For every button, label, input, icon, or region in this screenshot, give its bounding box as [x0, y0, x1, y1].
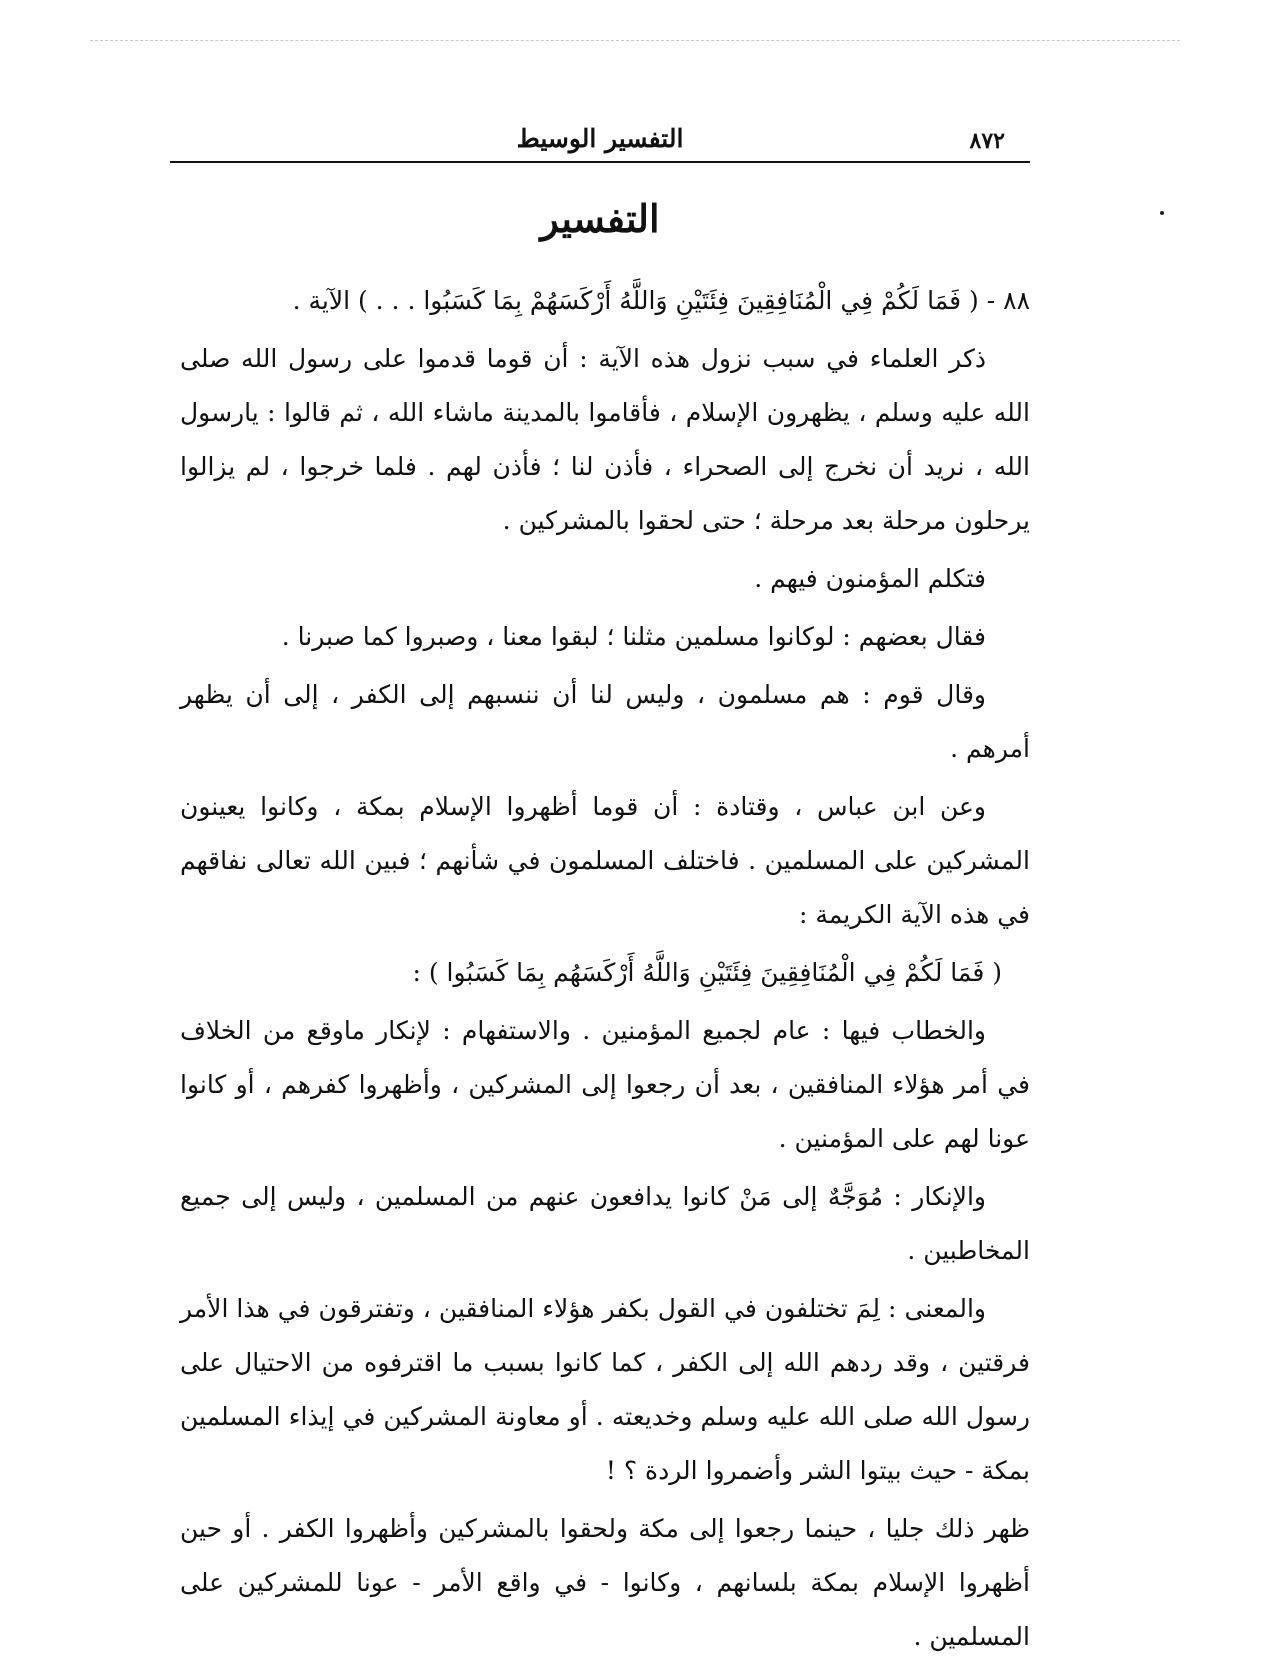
verse-quote: ( فَمَا لَكُمْ فِي الْمُنَافِقِينَ فِئَتَيْنِ وَاللَّهُ أَرْكَسَهُم بِمَا كَسَبُوا ) : — [412, 958, 1002, 987]
header-rule — [170, 161, 1030, 163]
scan-edge-artifact — [90, 40, 1180, 41]
verse-heading: ٨٨ - ( فَمَا لَكُمْ فِي الْمُنَافِقِينَ فِئَتَيْنِ وَاللَّهُ أَرْكَسَهُمْ بِمَا كَسَبُوا . . . ) الآية . — [292, 286, 1030, 315]
paragraph-believers-discussed: فتكلم المؤمنون فيهم . — [754, 564, 986, 593]
scan-speck — [1160, 211, 1164, 215]
page-header — [170, 118, 1030, 162]
body-text — [180, 274, 1030, 1668]
paragraph-first-opinion: فقال بعضهم : لوكانوا مسلمين مثلنا ؛ لبقوا معنا ، وصبروا كما صبرنا . — [281, 622, 986, 651]
paragraph-second-opinion: وقال قوم : هم مسلمون ، وليس لنا أن ننسبهم إلى الكفر ، إلى أن يظهر أمرهم . — [180, 680, 1030, 763]
paragraph-address: والخطاب فيها : عام لجميع المؤمنين . والاستفهام : لإنكار ماوقع من الخلاف في أمر هؤلاء المنافقين ، بعد أن رجعوا إلى المشركين ، وأظهروا كفرهم ، أو كانوا عونا لهم على المؤمنين . — [180, 1016, 1030, 1153]
paragraph-rebuke: والإنكار : مُوَجَّهٌ إلى مَنْ كانوا يدافعون عنهم من المسلمين ، وليس إلى جميع المخاطبين . — [180, 1182, 1030, 1265]
paragraph-meaning: والمعنى : لِمَ تختلفون في القول بكفر هؤلاء المنافقين ، وتفترقون في هذا الأمر فرقتين ، وقد ردهم الله إلى الكفر ، كما كانوا بسبب ما اقترفوه من الاحتيال على رسول الله صلى الله عليه وسلم وخديعته . أو معاونة المشركين في إيذاء المسلمين بمكة - حيث بيتوا الشر وأضمروا الردة ؟ ! — [180, 1294, 1030, 1485]
paragraph-revelation-cause: ذكر العلماء في سبب نزول هذه الآية : أن قوما قدموا على رسول الله صلى الله عليه وسلم ، يظهرون الإسلام ، فأقاموا بالمدينة ماشاء الله ، ثم قالوا : يارسول الله ، نريد أن نخرج إلى الصحراء ، فأذن لنا ؛ فأذن لهم . فلما خرجوا ، لم يزالوا يرحلون مرحلة بعد مرحلة ؛ حتى لحقوا بالمشركين . — [180, 344, 1030, 535]
paragraph-ibn-abbas: وعن ابن عباس ، وقتادة : أن قوما أظهروا الإسلام بمكة ، وكانوا يعينون المشركين على المسلمين . فاختلف المسلمون في شأنهم ؛ فبين الله تعالى نفاقهم في هذه الآية الكريمة : — [180, 792, 1030, 929]
page-number: ٨٧٢ — [969, 128, 1005, 154]
section-title: التفسير — [540, 196, 660, 241]
paragraph-manifest: ظهر ذلك جليا ، حينما رجعوا إلى مكة ولحقوا بالمشركين وأظهروا الكفر . أو حين أظهروا الإسلام بمكة بلسانهم ، وكانوا - في واقع الأمر - عونا للمشركين على المسلمين . — [180, 1514, 1030, 1651]
running-title: التفسير الوسيط — [516, 124, 684, 153]
